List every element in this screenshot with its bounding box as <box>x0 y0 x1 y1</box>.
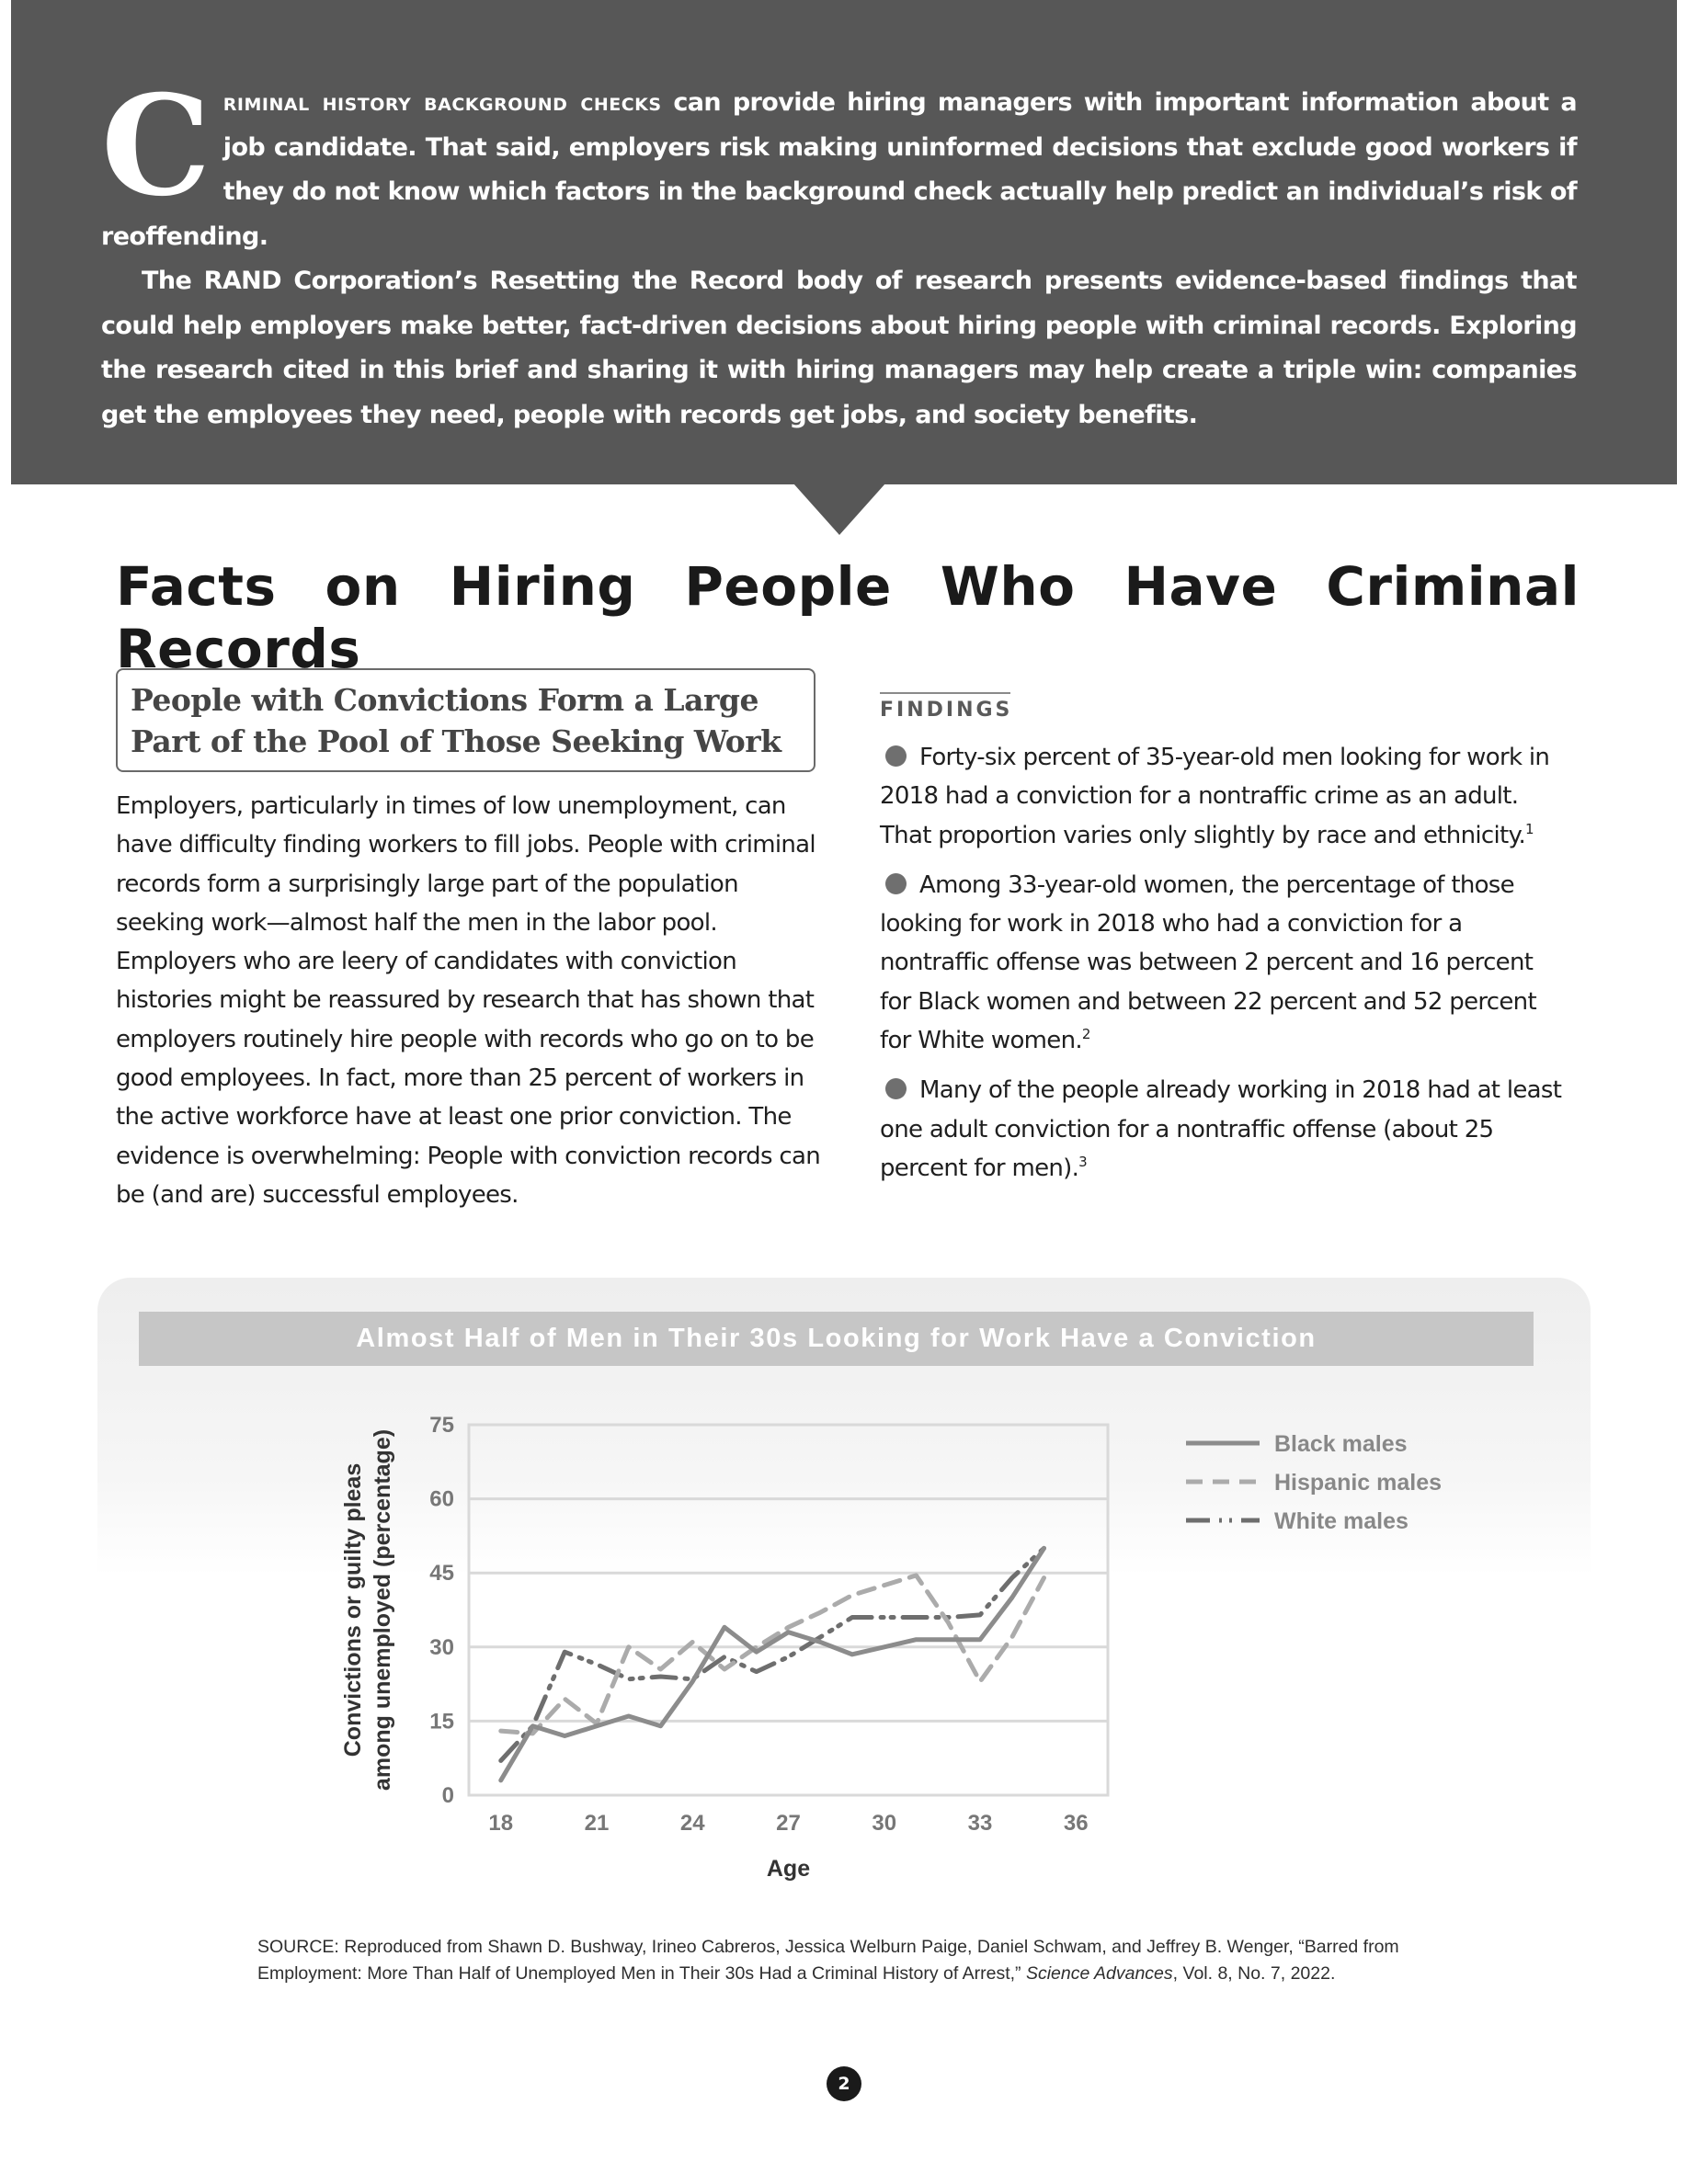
y-tick-label: 15 <box>429 1709 454 1735</box>
intro-paragraph-1: can provide hiring managers with important information about a job candidate. That said, employers risk making uninformed decisions that exclude good workers if they do not know which factors in the background check actually help predict an individual’s risk of reoffending. <box>101 88 1577 251</box>
y-axis-label-line2: among unemployed (percentage) <box>370 1428 395 1792</box>
x-tick-label: 30 <box>872 1811 897 1836</box>
intro-paragraph-2: The RAND Corporation’s Resetting the Record body of research presents evidence-based findings that could help employers make better, fact-driven decisions about hiring people with criminal records. Exploring the research cited in this brief and sharing it with hiring managers may help create a triple win: companies get the employees they need, people with records get jobs, and society benefits. <box>101 267 1577 429</box>
bullet-icon <box>885 1078 907 1099</box>
intro-lead-in: riminal history background checks <box>222 88 662 117</box>
y-tick-label: 0 <box>441 1783 454 1808</box>
finding-item <box>880 738 1569 855</box>
drop-cap: C <box>101 65 211 227</box>
findings-rule <box>880 692 1010 694</box>
x-tick-label: 18 <box>488 1811 514 1836</box>
finding-text: Among 33-year-old women, the percentage of those looking for work in 2018 who had a conviction for a nontraffic offense was between 2 percent and 16 percent for Black women and between 22 percent and 52 percent for White women. <box>880 870 1536 1055</box>
banner-pointer-arrow <box>793 483 885 535</box>
legend-label: White males <box>1274 1508 1409 1534</box>
findings-label: FINDINGS <box>880 699 1013 722</box>
y-tick-label: 45 <box>429 1561 454 1587</box>
bullet-icon <box>885 745 907 767</box>
x-tick-label: 24 <box>679 1811 705 1836</box>
y-tick-label: 30 <box>429 1634 454 1660</box>
line-chart <box>313 1379 1526 1894</box>
finding-item <box>880 866 1569 1060</box>
x-tick-label: 36 <box>1063 1811 1089 1836</box>
y-axis-label-line1: Convictions or guilty pleas <box>340 1462 366 1757</box>
chart-title: Almost Half of Men in Their 30s Looking for Work Have a Conviction <box>356 1324 1317 1353</box>
plot-frame <box>469 1425 1108 1795</box>
source-note <box>257 1934 1453 1987</box>
x-axis-label: Age <box>766 1856 811 1882</box>
bullet-icon <box>885 873 907 894</box>
source-journal: Science Advances <box>1025 1963 1173 1984</box>
source-suffix: , Vol. 8, No. 7, 2022. <box>1172 1963 1336 1984</box>
finding-item <box>880 1071 1569 1188</box>
page-number: 2 <box>827 2066 861 2101</box>
x-tick-label: 27 <box>776 1811 801 1836</box>
page-title: Facts on Hiring People Who Have Criminal Records <box>116 555 1580 680</box>
footnote-marker: 2 <box>1081 1026 1090 1043</box>
section-heading-box <box>116 668 815 772</box>
legend-label: Hispanic males <box>1274 1470 1443 1496</box>
footnote-marker: 1 <box>1525 820 1534 837</box>
chart-title-bar <box>139 1312 1534 1366</box>
x-tick-label: 21 <box>584 1811 610 1836</box>
legend-label: Black males <box>1274 1431 1408 1457</box>
series-line-hispanic-males <box>501 1575 1044 1734</box>
source-prefix: SOURCE: Reproduced from Shawn D. Bushway, Irineo Cabreros, Jessica Welburn Paige, Daniel Schwam, and Jeffrey B. Wenger, “Barred from Employment: More Than Half of Unemployed Men in Their 30s Had a Criminal History of Arrest,” <box>257 1937 1399 1984</box>
finding-text: Forty-six percent of 35-year-old men looking for work in 2018 had a conviction for a nontraffic crime as an adult. That proportion varies only slightly by race and ethnicity. <box>880 744 1550 849</box>
section-body-text: Employers, particularly in times of low unemployment, can have difficulty finding workers to fill jobs. People with criminal records form a surprisingly large part of the population seeking work—almost half the men in the labor pool. Employers who are leery of candidates with conviction histories might be reassured by research that has shown that employers routinely hire people with records who go on to be good employees. In fact, more than 25 percent of workers in the active workforce have at least one prior conviction. The evidence is overwhelming: People with conviction records can be (and are) successful employees. <box>116 792 820 1209</box>
y-tick-label: 60 <box>429 1486 454 1512</box>
intro-text <box>101 65 1577 438</box>
findings-list <box>880 738 1569 1199</box>
footnote-marker: 3 <box>1078 1153 1088 1170</box>
finding-text: Many of the people already working in 2018 had at least one adult conviction for a nontraffic offense (about 25 percent for men). <box>880 1076 1562 1182</box>
x-tick-label: 33 <box>967 1811 993 1836</box>
y-tick-label: 75 <box>429 1413 454 1438</box>
section-heading: People with Convictions Form a Large Part of the Pool of Those Seeking Work <box>131 682 781 759</box>
